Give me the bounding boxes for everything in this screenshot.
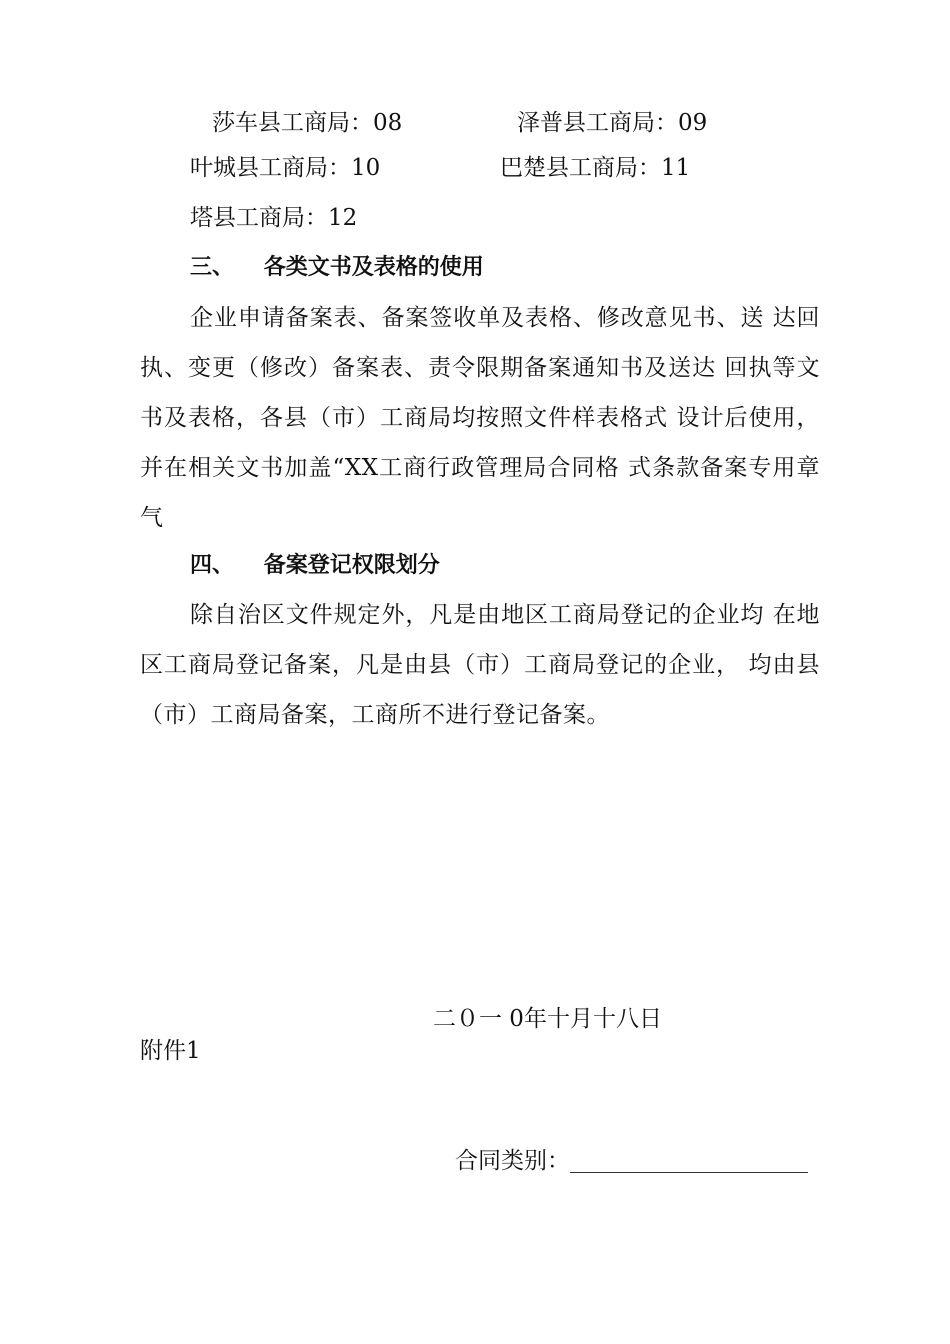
- attachment-label: 附件1: [140, 1038, 201, 1064]
- section-3-body: 企业申请备案表、备案签收单及表格、修改意见书、送 达回执、变更（修改）备案表、责令限期备案通知书及送达 回执等文书及表格，各县（市）工商局均按照文件样表格式 设计后使用，并在相关文书加盖“XX工商行政管理局合同格 式条款备案专用章气: [140, 305, 820, 531]
- section-4-title: 备案登记权限划分: [263, 553, 440, 578]
- section-3-number: 三、: [190, 255, 235, 280]
- bureau-code-zepu: 泽普县工商局：09: [517, 110, 708, 136]
- bureau-code-bachu: 巴楚县工商局：11: [500, 155, 691, 181]
- document-date: 二０一 0年十月十八日: [433, 1006, 662, 1032]
- section-4-heading: [190, 555, 440, 577]
- section-4-number: 四、: [190, 553, 235, 578]
- bureau-code-shache: 莎车县工商局：08: [212, 110, 403, 136]
- contract-type-row: [455, 1150, 808, 1173]
- section-3-heading: [190, 257, 484, 279]
- bureau-code-yecheng: 叶城县工商局：10: [190, 155, 381, 181]
- contract-type-label: 合同类别：: [455, 1148, 570, 1174]
- bureau-code-taxian: 塔县工商局：12: [190, 205, 358, 231]
- section-4-body: 除自治区文件规定外，凡是由地区工商局登记的企业均 在地区工商局登记备案，凡是由县（市）工商局登记的企业， 均由县（市）工商局备案，工商所不进行登记备案。: [140, 602, 820, 728]
- section-3-title: 各类文书及表格的使用: [263, 255, 484, 280]
- contract-type-blank: [570, 1152, 808, 1173]
